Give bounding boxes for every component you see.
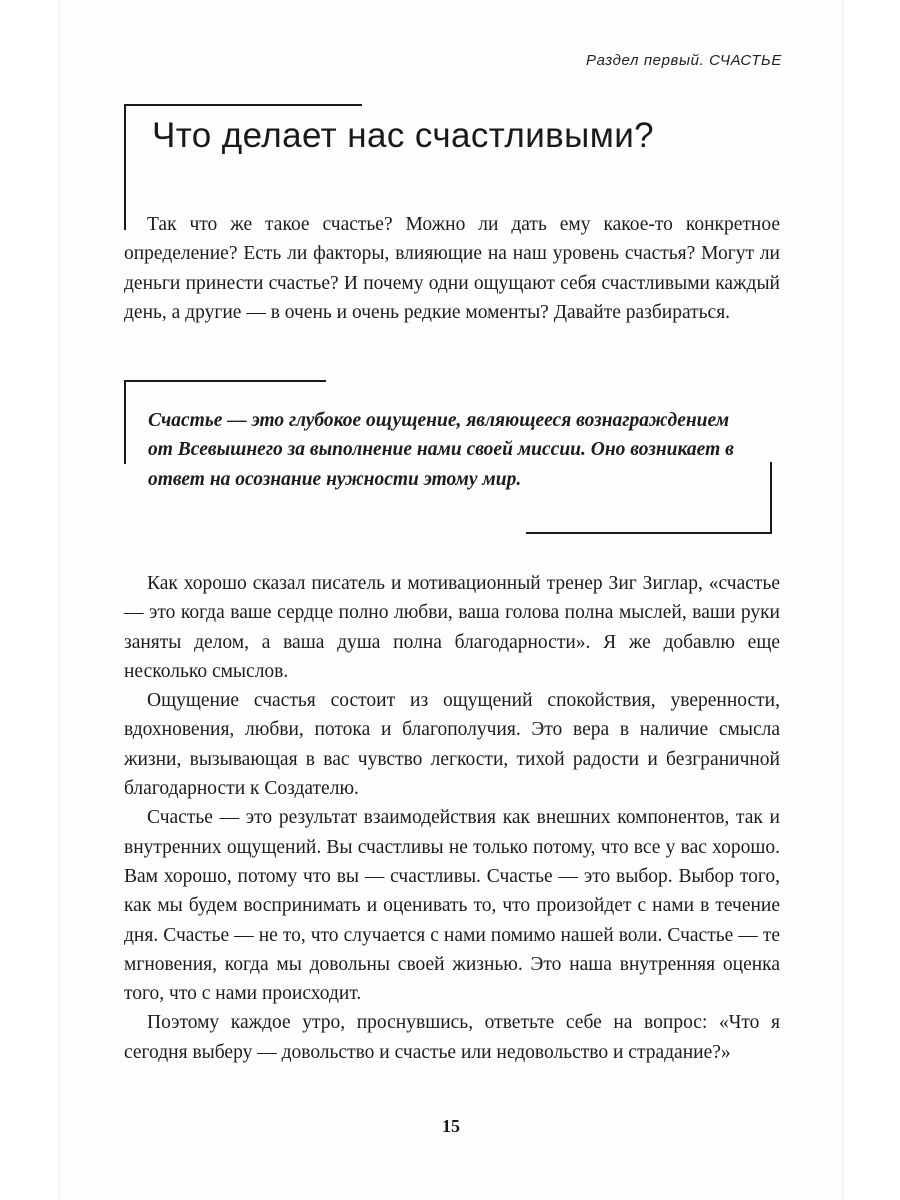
paragraph: Как хорошо сказал писатель и мотивационный тренер Зиг Зиглар, «счастье — это когда ваше сердце полно любви, ваша голова полна мыслей, ваши руки заняты делом, а ваша душа полна благодарности». Я же добавлю еще несколько смыслов. <box>124 573 780 682</box>
running-head: Раздел первый. СЧАСТЬЕ <box>586 52 782 69</box>
paragraph: Поэтому каждое утро, проснувшись, ответьте себе на вопрос: «Что я сегодня выберу — довольство и счастье или недовольство и страдание?» <box>124 1012 780 1063</box>
paragraph: Счастье — это результат взаимодействия как внешних компонентов, так и внутренних ощущений. Вы счастливы не только потому, что все у вас хорошо. Вам хорошо, потому что вы — счастливы. Счастье — это выбор. Выбор того, как мы будем воспринимать и оценивать то, что произойдет с нами в течение дня. Счастье — не то, что случается с нами помимо нашей воли. Счастье — те мгновения, когда мы довольны своей жизнью. Это наша внутренняя оценка того, что с нами происходит. <box>124 807 780 1005</box>
page-number: 15 <box>442 1116 460 1136</box>
book-page <box>60 0 842 1200</box>
chapter-title: Что делает нас счастливыми? <box>152 116 655 155</box>
body-text <box>124 569 780 1067</box>
highlight-quote: Счастье — это глубокое ощущение, являющееся вознаграждением от Всевышнего за выполнение нами своей миссии. Оно возникает в ответ на осознание нужности этому мир. <box>148 410 734 490</box>
intro-paragraph: Так что же такое счастье? Можно ли дать ему какое-то конкретное определение? Есть ли факторы, влияющие на наш уровень счастья? Могут ли деньги принести счастье? И почему одни ощущают себя счастливыми каждый день, а другие — в очень и очень редкие моменты? Давайте разбираться. <box>124 214 780 323</box>
paragraph: Ощущение счастья состоит из ощущений спокойствия, уверенности, вдохновения, любви, потока и благополучия. Это вера в наличие смысла жизни, вызывающая в вас чувство легкости, тихой радости и безграничной благодарности к Создателю. <box>124 690 780 800</box>
